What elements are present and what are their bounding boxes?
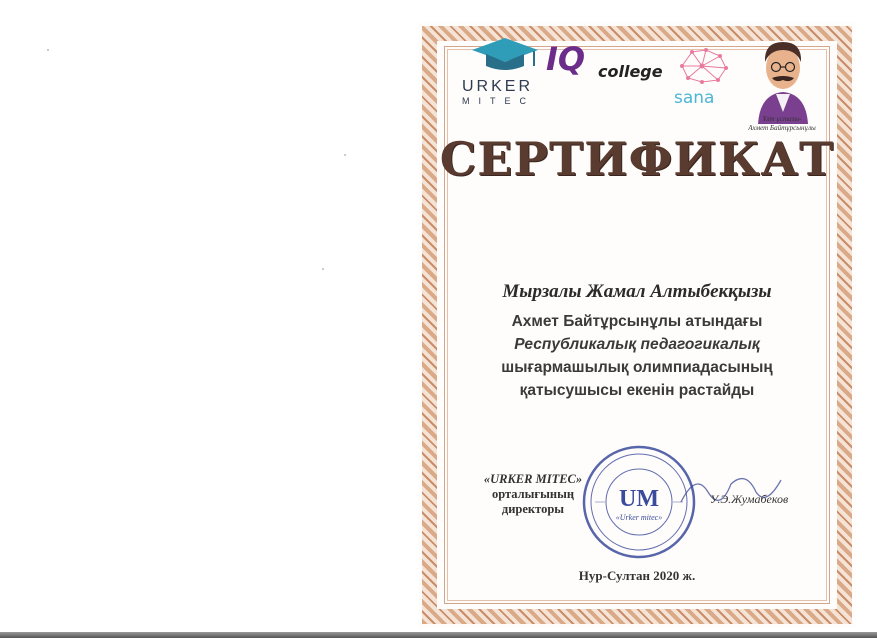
mitec-word: MITEC — [462, 96, 535, 106]
college-word: college — [598, 62, 663, 81]
director-line3: директоры — [501, 502, 565, 516]
urker-word: URKER — [462, 78, 534, 95]
portrait-illustration — [748, 34, 818, 124]
graduation-cap-icon — [470, 34, 540, 74]
body-line: Ахмет Байтұрсынұлы атындағы — [511, 313, 763, 330]
scan-edge — [0, 632, 877, 638]
director-org: «URKER MITEC» — [483, 472, 583, 486]
portrait-caption-line2: Ахмет Байтұрсынұлы — [748, 124, 816, 132]
recipient-name: Мырзалы Жамал Алтыбекқызы — [502, 281, 772, 302]
portrait-caption — [736, 115, 828, 133]
sana-word: sana — [674, 88, 715, 108]
issue-place-date: Нур-Султан 2020 ж. — [578, 568, 696, 583]
scan-speck — [344, 154, 346, 156]
body-line: шығармашылық олимпиадасының — [501, 359, 773, 376]
brain-network-icon — [672, 44, 732, 88]
stamp-monogram: UM — [619, 486, 659, 512]
iq-college-logo — [546, 40, 666, 92]
iq-mark: IQ — [546, 40, 586, 78]
certificate — [418, 22, 856, 628]
certificate-title: СЕРТИФИКАТ — [439, 132, 835, 186]
urker-mitec-logo — [456, 32, 546, 108]
stamp-name: «Urker mitec» — [615, 513, 663, 522]
director-line2: орталығының — [491, 487, 575, 501]
signatory-name: У.Э.Жумабеков — [710, 492, 789, 506]
body-line: қатысушысы екенін растайды — [519, 382, 755, 399]
scan-speck — [47, 49, 49, 51]
scan-speck — [322, 268, 324, 270]
certificate-body — [458, 310, 816, 402]
body-line: Республикалық педагогикалық — [514, 336, 760, 353]
portrait-caption-line1: Ұлт ұстазы- — [762, 115, 802, 123]
sana-logo — [670, 44, 736, 108]
